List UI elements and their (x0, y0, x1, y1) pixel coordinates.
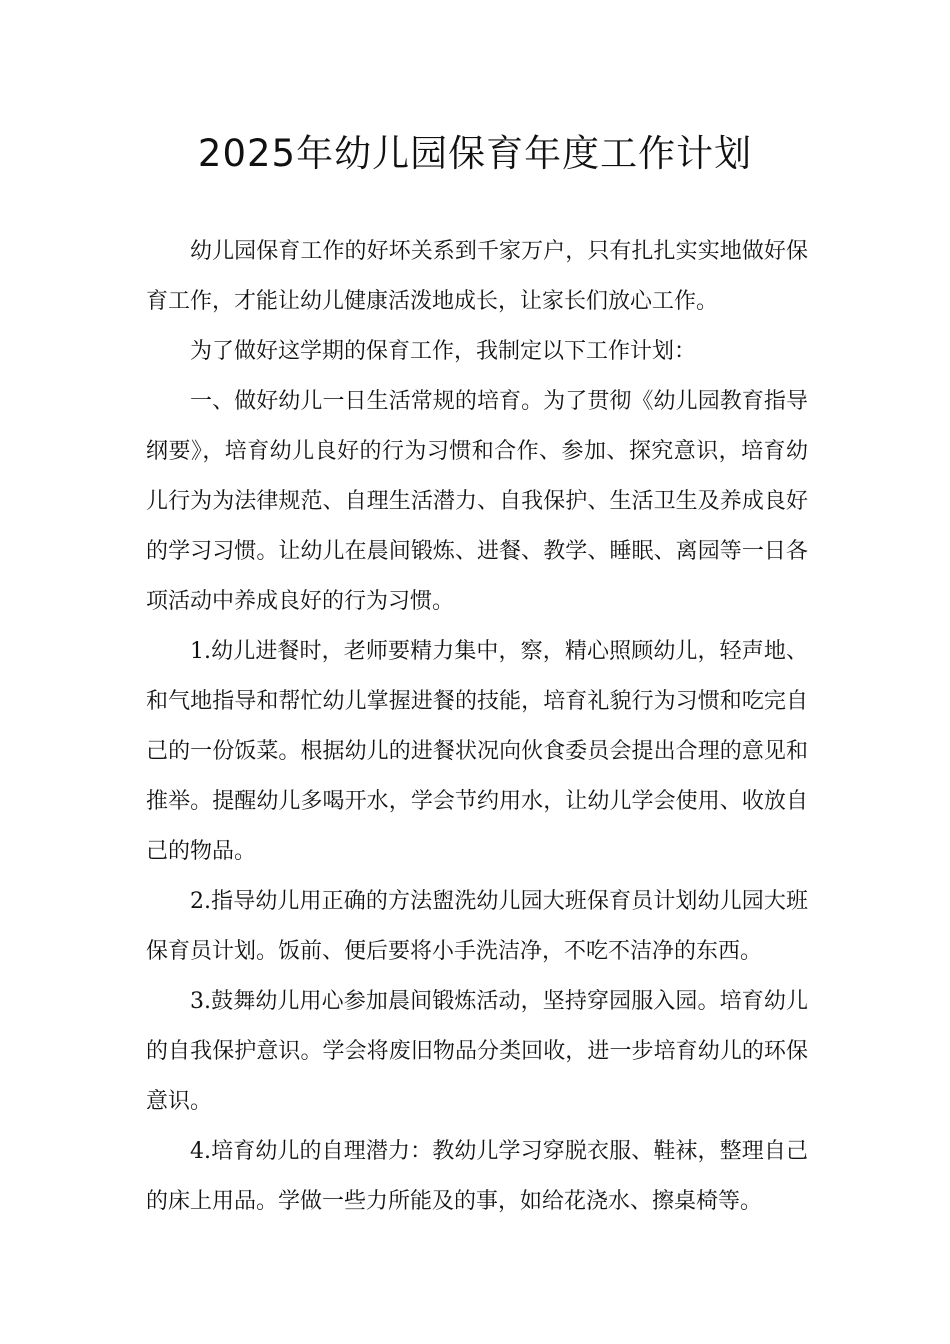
paragraph-item-4: 4.培育幼儿的自理潜力：教幼儿学习穿脱衣服、鞋袜，整理自己的床上用品。学做一些力所能及的事，如给花浇水、擦桌椅等。 (146, 1139, 808, 1214)
paragraph-intro: 幼儿园保育工作的好坏关系到千家万户，只有扎扎实实地做好保育工作，才能让幼儿健康活泼地成长，让家长们放心工作。 (146, 239, 808, 314)
paragraph-section-one: 一、做好幼儿一日生活常规的培育。为了贯彻《幼儿园教育指导纲要》，培育幼儿良好的行为习惯和合作、参加、探究意识，培育幼儿行为为法律规范、自理生活潜力、自我保护、生活卫生及养成良好的学习习惯。让幼儿在晨间锻炼、进餐、教学、睡眠、离园等一日各项活动中养成良好的行为习惯。 (146, 389, 808, 614)
paragraph-item-1: 1.幼儿进餐时，老师要精力集中，察，精心照顾幼儿，轻声地、和气地指导和帮忙幼儿掌握进餐的技能，培育礼貌行为习惯和吃完自己的一份饭菜。根据幼儿的进餐状况向伙食委员会提出合理的意见和推举。提醒幼儿多喝开水，学会节约用水，让幼儿学会使用、收放自己的物品。 (146, 639, 808, 864)
document-title: 2025年幼儿园保育年度工作计划 (197, 132, 753, 175)
paragraph-item-2: 2.指导幼儿用正确的方法盥洗幼儿园大班保育员计划幼儿园大班保育员计划。饭前、便后要将小手洗洁净，不吃不洁净的东西。 (146, 889, 808, 964)
paragraph-plan-lead: 为了做好这学期的保育工作，我制定以下工作计划： (190, 339, 697, 364)
paragraph-item-3: 3.鼓舞幼儿用心参加晨间锻炼活动，坚持穿园服入园。培育幼儿的自我保护意识。学会将废旧物品分类回收，进一步培育幼儿的环保意识。 (146, 989, 808, 1114)
document-body (146, 227, 808, 1227)
